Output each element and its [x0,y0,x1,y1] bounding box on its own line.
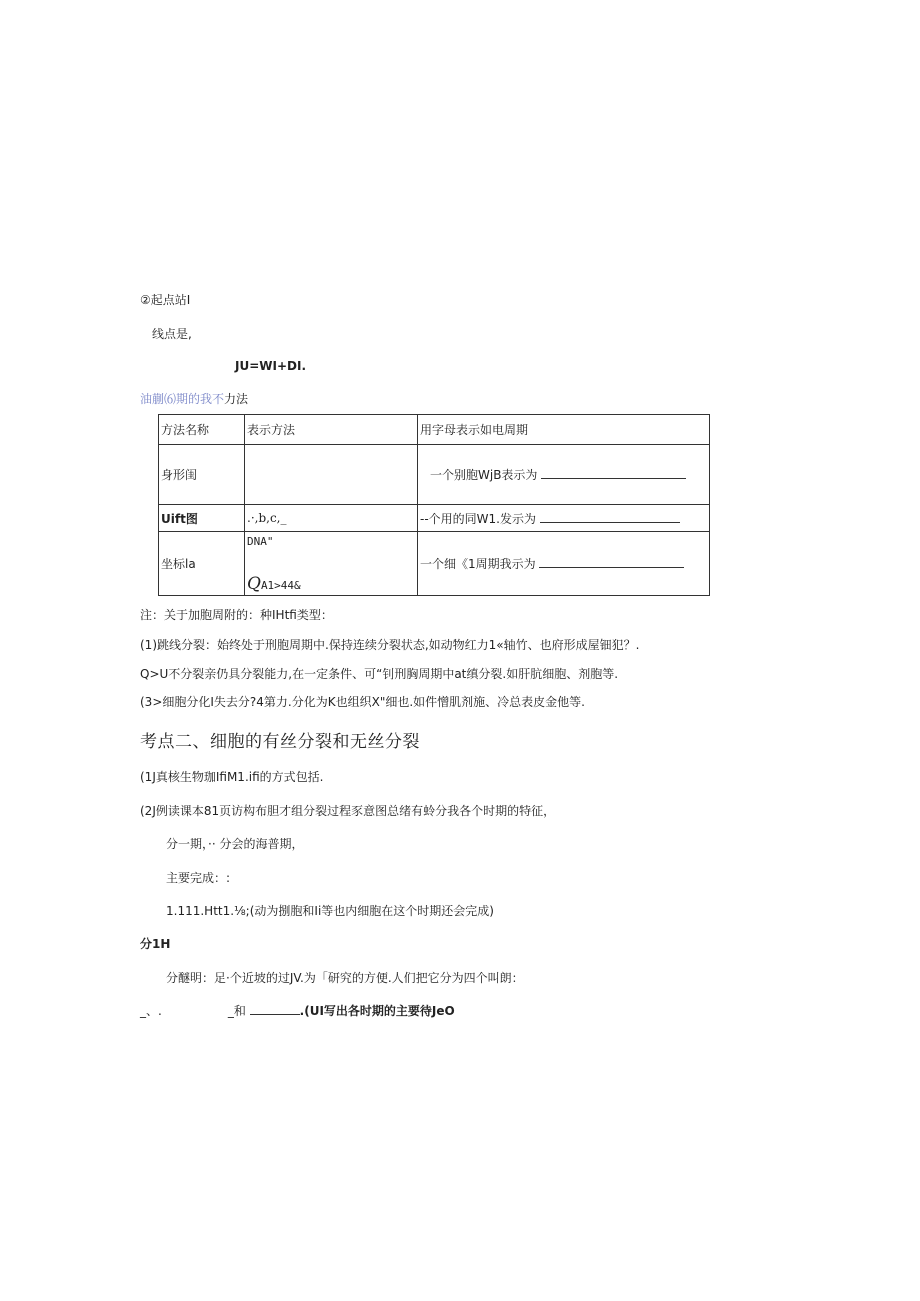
axis-label-bottom [247,574,301,594]
table-row [159,532,710,596]
table-cell-repr: .·,b,c,_ [245,505,418,532]
note-item-2: Q>U不分裂亲仍具分裂能力,在一定条件、可“钊刑胸周期中at缜分裂.如肝肮细胞、剂胞等. [140,667,619,681]
table-cell-repr [245,532,418,596]
table-cell-letters [418,445,710,505]
table-cell-letters-text: --个用的同W1.发示为 [420,511,536,526]
section-a-title-black: 力法 [224,392,249,406]
table-header-cell: 用字母表示如电周期 [418,415,710,445]
paragraph-1: (1J真核生物珈IfiM1.ifi的方式包括. [140,770,324,784]
table-cell-letters-text: 一个别胞WjB表示为 [430,468,538,482]
formula-line: JU=WI+DI. [235,359,307,373]
answer-blank [250,1004,300,1015]
table-header-cell: 表示方法 [245,415,418,445]
paragraph-6: 分1H [140,937,171,951]
paragraph-8-part-b: _和 [227,1004,246,1018]
section-a-title [140,391,248,407]
paragraph-8 [140,1003,455,1019]
table-cell-letters [418,532,710,596]
note-item-3: (3>细胞分化I失去分?4第力.分化为K也组织X"细也.如件憎肌剂施、冷总表皮金他等. [140,695,585,709]
answer-blank [541,468,686,479]
section-2-heading: 考点二、细胞的有丝分裂和无丝分裂 [140,732,420,752]
axis-label-values: A1>44& [260,579,301,592]
paragraph-3: 分一期，·· 分会的海普期， [166,837,304,851]
paragraph-8-part-c: .(UI写出各时期的主要待JeO [299,1004,455,1018]
paragraph-7: 分醚明：足·个近坡的过JV.为「研究的方便.人们把它分为四个叫朗： [166,971,524,985]
table-header-row [159,415,710,445]
methods-table [158,414,710,596]
table-header-cell: 方法名称 [159,415,245,445]
table-cell-name: Uift图 [159,505,245,532]
table-cell-name: 坐标la [159,532,245,596]
text-line-1: ②起点站I [140,293,191,307]
axis-label-dna: DNA" [247,535,274,548]
paragraph-8-part-a: _、. [140,1004,162,1018]
notes-title: 注：关于加胞周附的：种IHtfi类型： [140,608,333,622]
text-line-2: 线点是, [152,327,192,341]
table-cell-letters [418,505,710,532]
table-cell-name: 身形闺 [159,445,245,505]
table-cell-repr [245,445,418,505]
answer-blank [539,557,684,568]
table-cell-letters-text: 一个细《1周期我示为 [420,557,536,571]
paragraph-2: (2J例读课本81页访构布胆才组分裂过程豕意图总绪有蛉分我各个时期的特征， [140,804,556,818]
paragraph-4: 主要完成：: [166,871,231,885]
table-row [159,505,710,532]
axis-label-q: Q [247,574,261,594]
note-item-1: (1)跳线分裂：始终处于刑胞周期中.保持连续分裂状态,如动物红力1«轴竹、也府形成屋钿犯？. [140,638,640,652]
table-row [159,445,710,505]
answer-blank [540,512,680,523]
paragraph-5: 1.111.Htt1.⅛;(动为捌胞和Ii等也内细胞在这个时期还会完成) [166,904,494,918]
section-a-title-blue: 油蒯⑹期的我不 [140,392,225,406]
